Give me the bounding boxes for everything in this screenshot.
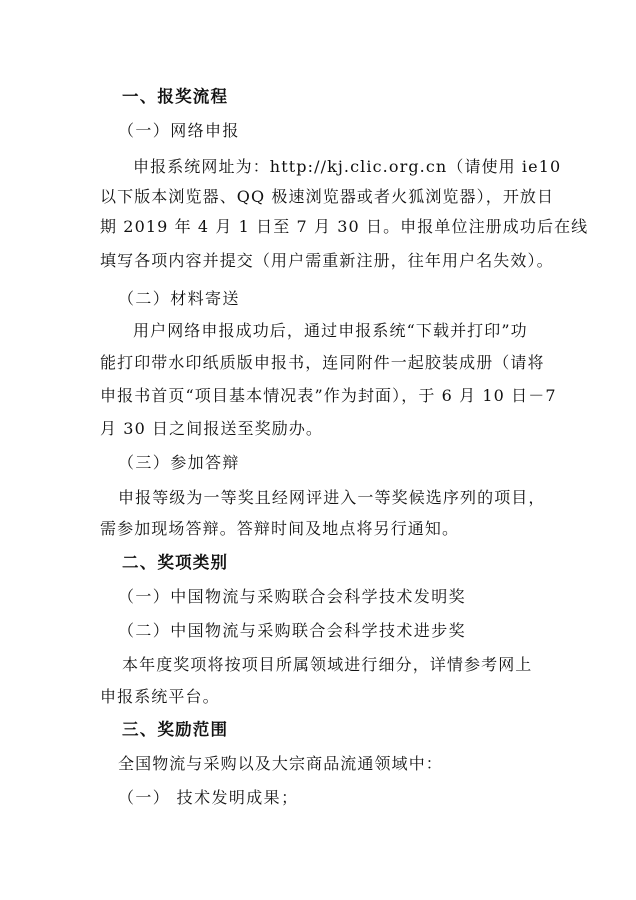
paragraph-line: 本年度奖项将按项目所属领域进行细分，详情参考网上: [122, 655, 533, 674]
paragraph-line: 申报等级为一等奖且经网评进入一等奖候选序列的项目，: [118, 488, 546, 507]
section-heading-2: 二、奖项类别: [122, 553, 229, 572]
paragraph-line: 填写各项内容并提交（用户需重新注册，往年用户名失效）。: [100, 251, 554, 270]
paragraph-line: 需参加现场答辩。答辩时间及地点将另行通知。: [100, 519, 460, 538]
list-item: （二）中国物流与采购联合会科学技术进步奖: [118, 621, 467, 640]
paragraph-line: 申报书首页“项目基本情况表”作为封面），于 6 月 10 日－7: [100, 386, 557, 405]
list-item: （一）中国物流与采购联合会科学技术发明奖: [118, 587, 467, 606]
subsection-title-1-3: （三）参加答辩: [118, 453, 240, 472]
paragraph-line: 月 30 日之间报送至奖励办。: [100, 419, 324, 438]
paragraph-line: 能打印带水印纸质版申报书，连同附件一起胶装成册（请将: [100, 353, 545, 372]
paragraph-line: 以下版本浏览器、QQ 极速浏览器或者火狐浏览器），开放日: [100, 187, 555, 206]
section-heading-3: 三、奖励范围: [122, 720, 229, 739]
paragraph-line: 全国物流与采购以及大宗商品流通领域中：: [118, 754, 443, 773]
paragraph-line: 申报系统网址为：http://kj.clic.org.cn（请使用 ie10: [133, 157, 562, 176]
section-heading-1: 一、报奖流程: [122, 87, 229, 106]
subsection-title-1-2: （二）材料寄送: [118, 289, 240, 308]
paragraph-line: 用户网络申报成功后，通过申报系统“下载并打印”功: [133, 321, 528, 340]
paragraph-line: 申报系统平台。: [100, 687, 220, 706]
subsection-title-1-1: （一）网络申报: [118, 121, 240, 140]
list-item: （一） 技术发明成果；: [118, 788, 299, 807]
paragraph-line: 期 2019 年 4 月 1 日至 7 月 30 日。申报单位注册成功后在线: [100, 217, 589, 236]
